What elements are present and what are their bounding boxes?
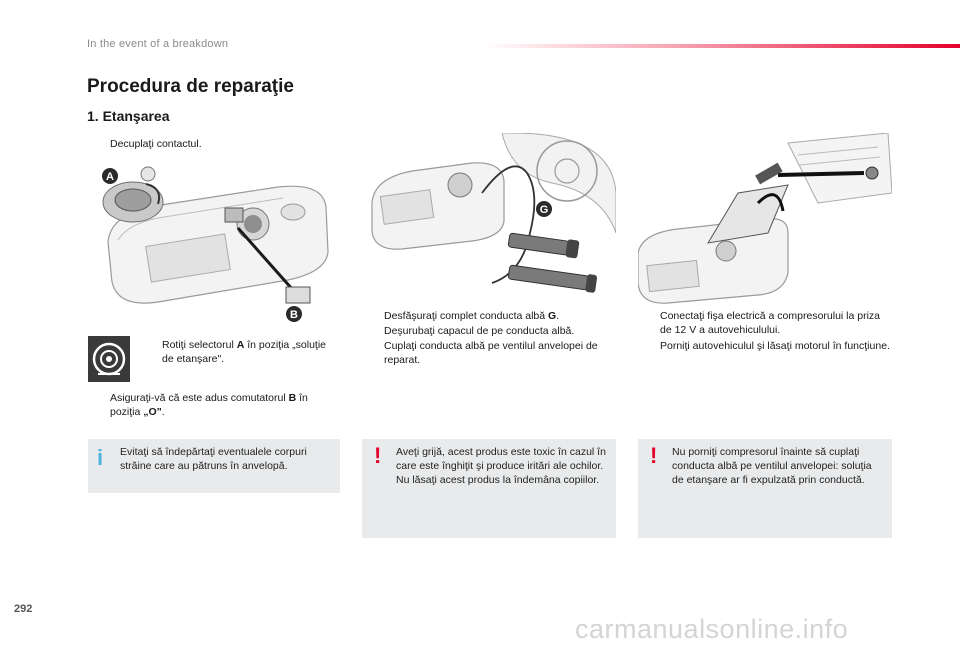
- info-icon: i: [97, 445, 104, 470]
- step-rotate-selector: Rotiţi selectorul A în poziţia „soluţie de etanşare".: [162, 339, 327, 365]
- step-connect-hose: Cuplaţi conducta albă pe ventilul anvelopei de reparat.: [384, 340, 598, 366]
- step-start-engine: Porniţi autovehiculul şi lăsaţi motorul în funcţiune.: [660, 340, 890, 352]
- step-unroll-hose: Desfăşuraţi complet conducta albă G.: [384, 310, 560, 322]
- watermark: carmanualsonline.info: [575, 614, 849, 644]
- step-plug-12v: Conectaţi fişa electrică a compresorului la priza de 12 V a autovehiculului.: [660, 310, 881, 336]
- info-note-panel: [88, 439, 340, 493]
- header-section-title: In the event of a breakdown: [87, 38, 229, 50]
- warning-note-compressor-panel: [638, 439, 892, 538]
- warning-icon: !: [374, 443, 382, 468]
- warning-note-toxic-text: Aveţi grijă, acest produs este toxic în cazul în care este înghiţit şi produce iritări ale ochilor. Nu lăsaţi acest produs la îndemâna copiilor.: [396, 446, 606, 486]
- header-accent-bar: [480, 44, 960, 48]
- page-title: Procedura de reparaţie: [87, 76, 294, 97]
- selector-symbol-icon: [88, 336, 130, 382]
- callout-label-a: A: [106, 171, 114, 183]
- info-note-text: Evitaţi să îndepărtaţi eventualele corpuri străine care au pătruns în anvelopă.: [120, 446, 307, 472]
- warning-icon: !: [650, 443, 658, 468]
- section-subtitle: 1. Etanşarea: [87, 108, 170, 124]
- callout-label-b: B: [290, 309, 298, 321]
- illustration-compressor-selector: [88, 162, 340, 322]
- warning-note-toxic-panel: [362, 439, 616, 538]
- step-decouple: Decuplaţi contactul.: [110, 138, 202, 150]
- callout-label-g: G: [539, 204, 549, 216]
- illustration-12v-plug: [638, 133, 892, 305]
- illustration-hose-g: [362, 133, 616, 305]
- page-number: 292: [14, 603, 33, 615]
- step-unscrew-cap: Deşurubaţi capacul de pe conducta albă.: [384, 325, 575, 337]
- warning-note-compressor-text: Nu porniţi compresorul înainte să cuplaţi conducta albă pe ventilul anvelopei: soluţia de etanşare ar fi expulzată prin conductă.: [672, 446, 872, 486]
- step-switch-b: Asiguraţi-vă că este adus comutatorul B în poziţia „O".: [110, 392, 308, 418]
